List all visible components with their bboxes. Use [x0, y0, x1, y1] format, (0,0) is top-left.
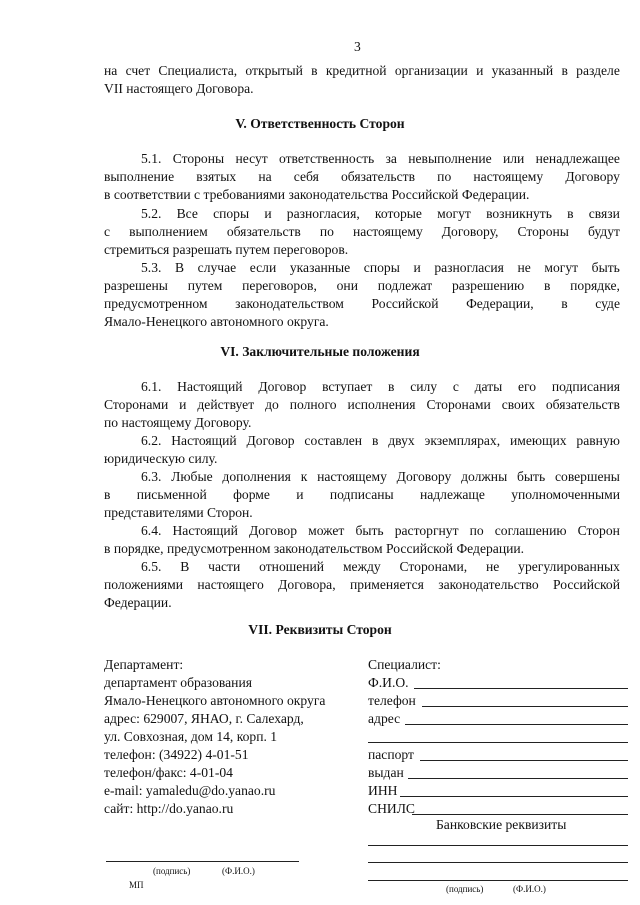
word: и — [476, 63, 484, 78]
word: исполнения — [347, 397, 416, 412]
word: настоящему — [317, 469, 387, 484]
word: указанные — [289, 260, 351, 275]
fio-caption: (Ф.И.О.) — [513, 884, 546, 894]
section-heading: VI. Заключительные положения — [220, 344, 420, 359]
section-heading: V. Ответственность Сторон — [235, 116, 405, 131]
issued-field[interactable] — [408, 778, 628, 779]
word: могут — [437, 206, 471, 221]
paragraph-line — [141, 432, 620, 450]
word: законодательство — [438, 577, 539, 592]
intro-line — [104, 62, 620, 80]
fio-caption: (Ф.И.О.) — [222, 866, 255, 876]
word: разногласия, — [286, 206, 360, 221]
paragraph-line: стремиться разрешать путем переговоров. — [104, 242, 349, 257]
word: в — [311, 63, 318, 78]
word: дополнения — [222, 469, 291, 484]
word: отношений — [259, 559, 325, 574]
department-fax: телефон/факс: 4-01-04 — [104, 765, 233, 780]
word: возникнуть — [486, 206, 552, 221]
department-address: адрес: 629007, ЯНАО, г. Салехард, — [104, 711, 304, 726]
word: и — [179, 397, 187, 412]
inn-label: ИНН — [368, 783, 398, 798]
passport-field[interactable] — [420, 760, 628, 761]
word: урегулированных — [518, 559, 620, 574]
word: обязательств — [226, 224, 301, 239]
word: на — [258, 169, 272, 184]
word: организации — [394, 63, 468, 78]
specialist-heading: Специалист: — [368, 657, 441, 672]
paragraph-line — [104, 277, 620, 295]
word: порядке, — [570, 278, 620, 293]
word: полного — [289, 397, 337, 412]
word: суде — [595, 296, 620, 311]
word: ненадлежащее — [535, 151, 620, 166]
word: вступает — [322, 379, 373, 394]
signature-caption: (подпись) — [153, 866, 191, 876]
word: Стороны — [517, 224, 569, 239]
fio-label: Ф.И.О. — [368, 675, 409, 690]
paragraph-line: Федерации. — [104, 595, 172, 610]
word: и — [296, 487, 304, 502]
word: в — [371, 433, 379, 448]
word: быть — [517, 469, 546, 484]
word: Договор — [246, 433, 295, 448]
word: Сторон — [577, 523, 620, 538]
word: выполнение — [104, 169, 175, 184]
word: кредитной — [325, 63, 387, 78]
word: между — [342, 559, 381, 574]
word: могут — [544, 260, 579, 275]
word: в — [567, 206, 574, 221]
word: настоящего — [197, 577, 264, 592]
word: Договору — [396, 469, 452, 484]
word: 6.4. — [141, 523, 162, 538]
paragraph-line: представителями Сторон. — [104, 505, 253, 520]
address-field-extra[interactable] — [368, 742, 628, 743]
word: в — [388, 379, 395, 394]
word: путем — [187, 278, 223, 293]
paragraph-line — [104, 576, 620, 594]
word: в — [561, 296, 568, 311]
word: и — [413, 260, 421, 275]
paragraph-line — [104, 168, 620, 186]
address-field[interactable] — [405, 724, 628, 725]
word: по — [437, 169, 452, 184]
paragraph-line — [141, 558, 620, 576]
bank-details-label: Банковские реквизиты — [436, 817, 567, 832]
department-address: ул. Совхозная, дом 14, корп. 1 — [104, 729, 278, 744]
word: не — [517, 260, 531, 275]
word: подписаны — [329, 487, 394, 502]
word: открытый — [245, 63, 303, 78]
word: или — [502, 151, 525, 166]
word: 6.2. — [141, 433, 162, 448]
word: расторгнут — [394, 523, 459, 538]
department-line: Ямало-Ненецкого автономного округа — [104, 693, 326, 708]
word: споры — [363, 260, 400, 275]
word: на — [104, 63, 118, 78]
department-line: департамент образования — [104, 675, 252, 690]
signature-line — [106, 861, 299, 862]
word: подписания — [551, 379, 620, 394]
paragraph-line: по настоящему Договору. — [104, 415, 252, 430]
word: будут — [587, 224, 620, 239]
word: своих — [501, 397, 535, 412]
word: экземплярах, — [424, 433, 501, 448]
word: Любые — [171, 469, 213, 484]
paragraph-line — [141, 378, 620, 396]
word: письменной — [136, 487, 207, 502]
word: применяется — [349, 577, 424, 592]
word: части — [208, 559, 241, 574]
word: имеющих — [509, 433, 567, 448]
word: если — [249, 260, 277, 275]
word: совершены — [554, 469, 620, 484]
paragraph-line — [141, 150, 620, 168]
word: его — [518, 379, 537, 394]
word: невыполнение — [408, 151, 492, 166]
passport-label: паспорт — [368, 747, 414, 762]
paragraph-line: юридическую силу. — [104, 451, 218, 466]
word: с — [452, 379, 459, 394]
word: счет — [125, 63, 151, 78]
word: 6.1. — [141, 379, 162, 394]
word: быть — [355, 523, 384, 538]
paragraph-line — [104, 223, 620, 241]
word: Все — [176, 206, 198, 221]
paragraph-line — [141, 522, 620, 540]
word: обязательств — [545, 397, 620, 412]
word: Российской — [553, 577, 620, 592]
word: которые — [374, 206, 422, 221]
word: ответственность — [278, 151, 375, 166]
snils-field[interactable] — [412, 814, 628, 815]
word: в — [104, 487, 111, 502]
paragraph-line — [104, 486, 620, 504]
word: настоящему — [352, 224, 423, 239]
word: споры — [213, 206, 250, 221]
section-heading: VII. Реквизиты Сторон — [248, 622, 392, 637]
word: В — [180, 559, 190, 574]
word: надлежаще — [419, 487, 485, 502]
department-email: e-mail: yamaledu@do.yanao.ru — [104, 783, 276, 798]
word: положениями — [104, 577, 184, 592]
word: 5.1. — [141, 151, 162, 166]
fio-field[interactable] — [414, 688, 628, 689]
word: переговоров, — [242, 278, 317, 293]
word: они — [336, 278, 358, 293]
word: Настоящий — [171, 433, 237, 448]
word: себя — [293, 169, 319, 184]
word: 5.3. — [141, 260, 162, 275]
word: Договор — [258, 379, 307, 394]
paragraph-line: Ямало-Ненецкого автономного округа. — [104, 314, 329, 329]
word: силу — [410, 379, 438, 394]
word: действует — [197, 397, 255, 412]
word: равную — [576, 433, 620, 448]
intro-line: VII настоящего Договора. — [104, 81, 254, 96]
word: даты — [474, 379, 503, 394]
word: за — [385, 151, 397, 166]
word: быть — [591, 260, 620, 275]
paragraph-line — [141, 259, 620, 277]
word: составлен — [304, 433, 363, 448]
word: к — [300, 469, 308, 484]
word: и — [264, 206, 272, 221]
word: законодательством — [235, 296, 344, 311]
word: Договору — [565, 169, 620, 184]
word: Договора, — [278, 577, 336, 592]
word: Стороны — [172, 151, 225, 166]
paragraph-line — [104, 295, 620, 313]
word: настоящему — [473, 169, 544, 184]
stamp-label: МП — [129, 880, 144, 890]
word: Федерации, — [466, 296, 534, 311]
word: Специалиста, — [158, 63, 238, 78]
word: до — [265, 397, 279, 412]
phone-field[interactable] — [422, 706, 628, 707]
word: может — [308, 523, 345, 538]
department-phone: телефон: (34922) 4-01-51 — [104, 747, 249, 762]
word: Настоящий — [172, 523, 238, 538]
word: Настоящий — [177, 379, 243, 394]
word: подлежат — [377, 278, 433, 293]
word: указанный — [491, 63, 554, 78]
phone-label: телефон — [368, 693, 416, 708]
word: не — [486, 559, 500, 574]
department-website: сайт: http://do.yanao.ru — [104, 801, 234, 816]
snils-label: СНИЛС — [368, 801, 415, 816]
signature-line[interactable] — [368, 880, 628, 881]
word: предусмотренном — [104, 296, 208, 311]
word: разногласия — [434, 260, 504, 275]
word: должны — [461, 469, 508, 484]
paragraph-line — [141, 468, 620, 486]
paragraph-line — [104, 396, 620, 414]
bank-details-field[interactable] — [368, 862, 628, 863]
word: Сторонами — [104, 397, 169, 412]
word: двух — [388, 433, 415, 448]
department-heading: Департамент: — [104, 657, 184, 672]
word: в — [543, 278, 551, 293]
word: связи — [588, 206, 620, 221]
address-label: адрес — [368, 711, 401, 726]
word: обязательств — [341, 169, 416, 184]
word: соглашению — [494, 523, 567, 538]
word: случае — [197, 260, 237, 275]
word: 6.5. — [141, 559, 162, 574]
word: по — [469, 523, 484, 538]
paragraph-line — [141, 205, 620, 223]
word: выполнением — [129, 224, 208, 239]
word: Договору, — [441, 224, 499, 239]
signature-caption: (подпись) — [446, 884, 484, 894]
word: 6.3. — [141, 469, 162, 484]
bank-details-field[interactable] — [368, 845, 628, 846]
word: В — [174, 260, 185, 275]
word: взятых — [196, 169, 237, 184]
inn-field[interactable] — [400, 796, 628, 797]
word: разрешены — [104, 278, 168, 293]
word: по — [319, 224, 334, 239]
word: несут — [235, 151, 268, 166]
word: разрешению — [451, 278, 525, 293]
word: Российской — [371, 296, 439, 311]
word: разделе — [576, 63, 620, 78]
paragraph-line: в соответствии с требованиями законодательства Российской Федерации. — [104, 187, 530, 202]
word: Сторонами — [426, 397, 491, 412]
paragraph-line: в порядке, предусмотренном законодательством Российской Федерации. — [104, 541, 525, 556]
word: уполномоченными — [511, 487, 620, 502]
page-number: 3 — [354, 39, 361, 54]
word: Договор — [249, 523, 298, 538]
word: форме — [233, 487, 270, 502]
word: с — [104, 224, 111, 239]
word: Сторонами, — [399, 559, 468, 574]
word: 5.2. — [141, 206, 162, 221]
word: в — [561, 63, 568, 78]
issued-label: выдан — [368, 765, 404, 780]
